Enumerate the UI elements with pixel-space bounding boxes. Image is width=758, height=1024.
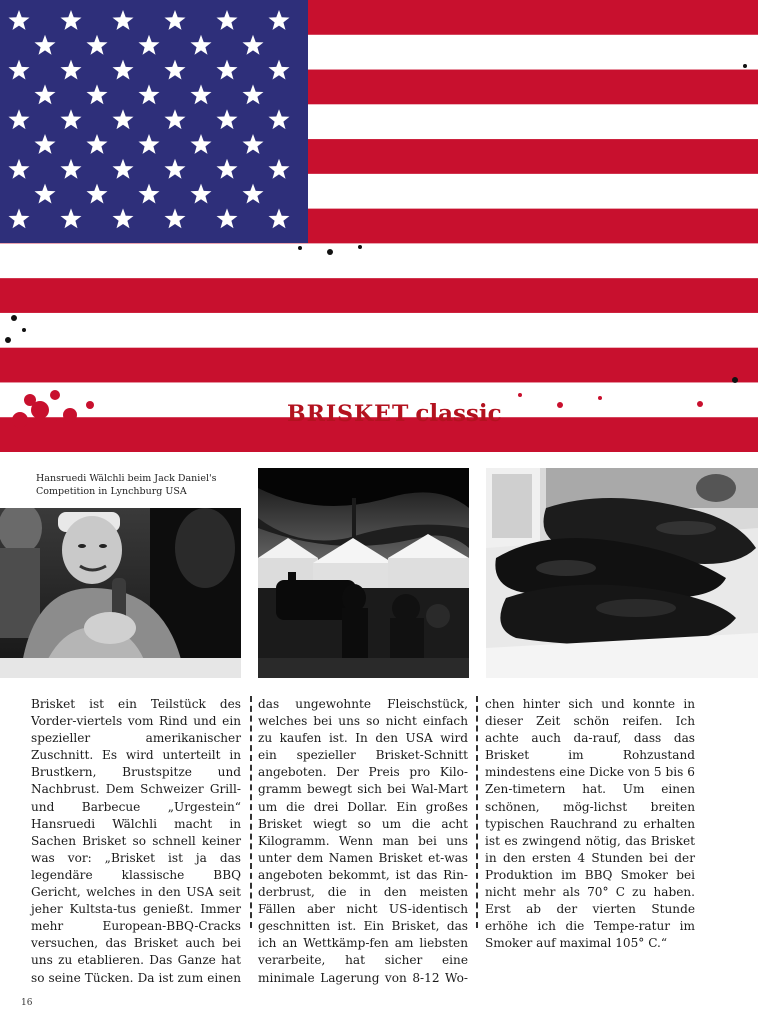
- man-with-bottle-photo: [0, 508, 241, 678]
- splatter-dot: [54, 419, 66, 431]
- article-column-1: [31, 696, 241, 987]
- smoked-brisket-photo: [486, 468, 758, 678]
- page-number: 16: [21, 998, 33, 1008]
- splatter-dot: [12, 412, 28, 428]
- flag-stripe: [0, 313, 758, 348]
- splatter-dot: [11, 315, 17, 321]
- splatter-dot: [732, 377, 738, 383]
- article-column-3: [485, 696, 695, 952]
- column-text: Brisket ist ein Teilstück des Vorder-viertels vom Rind und ein spezieller amerikanischer Zuschnitt. Es wird unterteilt in Brustkern, Brustspitze und Nachbrust. Dem Schweizer Grill- und Barbecue „Urgestein“ Hansruedi Wälchli macht in Sachen Brisket so schnell keiner was vor: „Brisket ist ja das legendäre klassische BBQ Gericht, welches in den USA seit jeher Kultsta-tus genießt. Immer mehr European-BBQ-Cracks versuchen, das Brisket auch bei uns zu etablieren. Das Ganze hat so seine Tücken. Da ist zum einen: [31, 697, 241, 985]
- splatter-dot: [598, 396, 602, 400]
- flag-stripe: [0, 243, 758, 278]
- splatter-dot: [327, 249, 333, 255]
- splatter-dot: [557, 402, 563, 408]
- article-column-2: [258, 696, 468, 987]
- column-text: chen hinter sich und konnte in dieser Zeit schön reifen. Ich achte auch da-rauf, dass das Brisket im Rohzustand mindestens eine Dicke von 5 bis 6 Zen-timetern hat. Um einen schönen, mög-lichst breiten typischen Rauchrand zu erhalten ist es zwingend nötig, das Brisket in den ersten 4 Stunden bei der Produktion im BBQ Smoker bei nicht mehr als 70° C zu haben. Erst ab der vierten Stunde erhöhe ich die Tempe-ratur im Smoker auf maximal 105° C.“: [485, 697, 695, 951]
- article-title: [287, 394, 502, 426]
- column-divider: [476, 696, 478, 928]
- splatter-dot: [86, 401, 94, 409]
- column-text: das ungewohnte Fleischstück, welches bei uns so nicht einfach zu kaufen ist. In den USA wird ein spezieller Brisket-Schnitt angeboten. Der Preis pro Kilo-gramm bewegt sich bei Wal-Mart um die drei Dollar. Ein großes Brisket wiegt so um die acht Kilogramm. Wenn man bei uns unter dem Namen Brisket et-was angeboten bekommt, ist das Rin-derbrust, die in den meisten Fällen aber nicht US-identisch geschnitten ist. Ein Brisket, das ich an Wettkämp-fen am liebsten verarbeite, hat sicher eine minimale Lagerung von 8-12 Wo-: [258, 697, 468, 985]
- splatter-dot: [31, 401, 49, 419]
- splatter-dot: [50, 390, 60, 400]
- us-flag-banner: [0, 0, 758, 452]
- flag-canton: [0, 0, 308, 243]
- splatter-dot: [358, 245, 362, 249]
- splatter-dot: [5, 337, 11, 343]
- photo-caption: Hansruedi Wälchli beim Jack Daniel's Competition in Lynchburg USA: [36, 473, 217, 497]
- bbq-smoker-tents-photo: [258, 468, 469, 678]
- flag-stripe: [0, 348, 758, 383]
- splatter-dot: [298, 246, 302, 250]
- splatter-dot: [518, 393, 522, 397]
- splatter-dot: [743, 64, 747, 68]
- flag-stripe: [0, 278, 758, 313]
- title-bold: BRISKET: [287, 401, 410, 427]
- splatter-dot: [63, 408, 77, 422]
- column-divider: [250, 696, 252, 928]
- splatter-dot: [22, 328, 26, 332]
- title-light: classic: [415, 400, 502, 427]
- splatter-dot: [697, 401, 703, 407]
